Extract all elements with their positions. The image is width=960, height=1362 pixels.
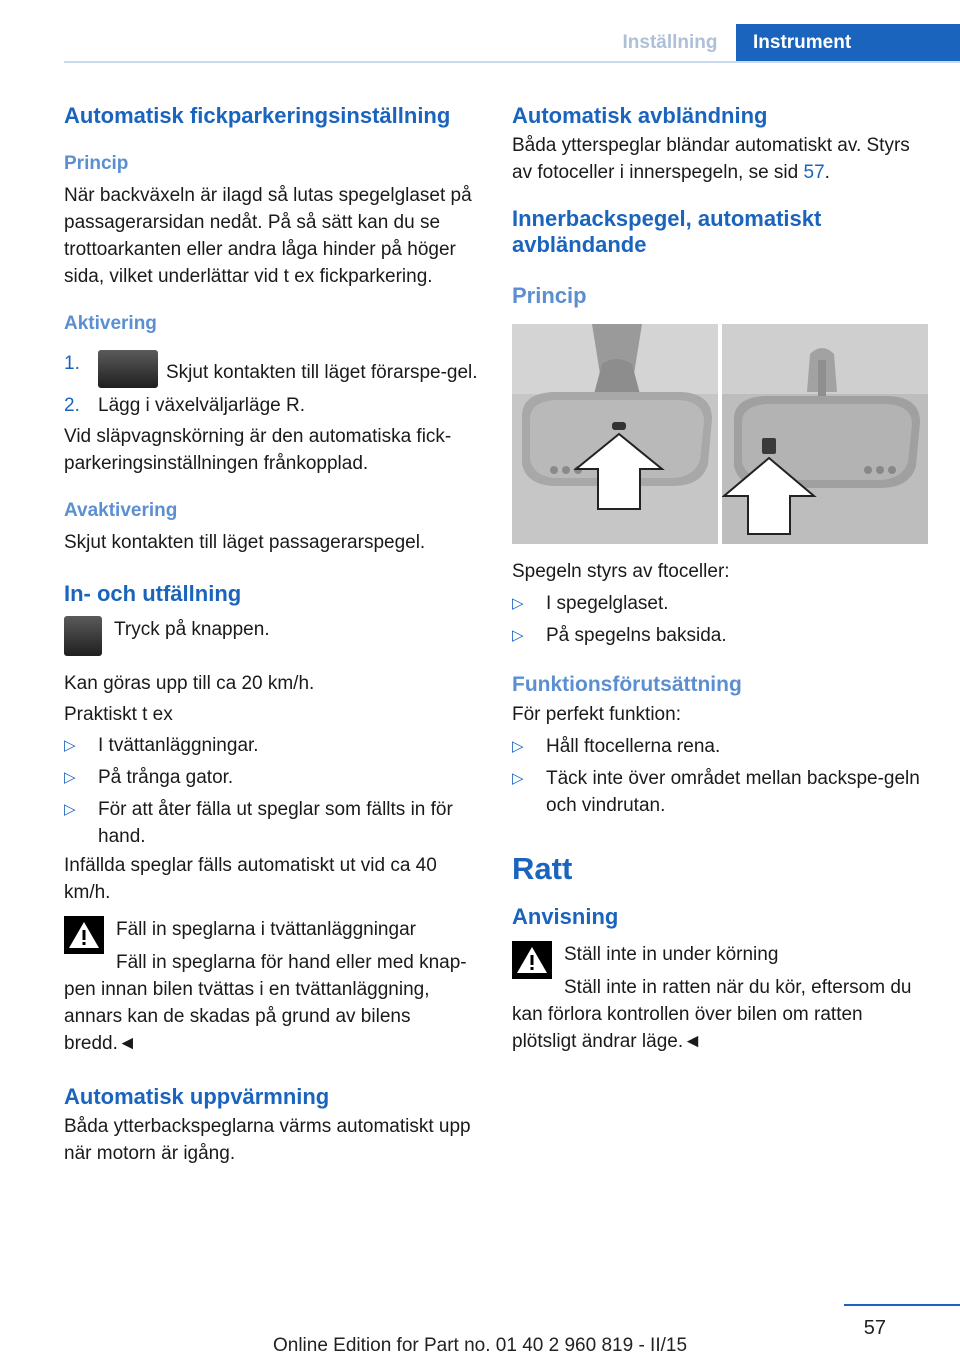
list-item-text: Håll ftocellerna rena. xyxy=(546,736,721,757)
warning-title: Fäll in speglarna i tvättanläggningar xyxy=(116,919,416,940)
dimming-text-part: Båda ytterspeglar bländar automatiskt av. Styrs av fotoceller i innerspegeln, se sid xyxy=(512,135,910,183)
practical-text: Praktiskt t ex xyxy=(64,704,173,725)
speed-text: Kan göras upp till ca 20 km/h. xyxy=(64,673,315,694)
requirements-list xyxy=(512,733,930,819)
list-item xyxy=(512,733,930,760)
heading-principle: Princip xyxy=(64,153,129,174)
heading-dimming: Automatisk avbländning xyxy=(512,103,768,128)
mirror-front-image xyxy=(512,324,718,544)
warning-icon xyxy=(64,916,104,954)
warning-icon xyxy=(512,941,552,979)
list-item xyxy=(512,622,930,649)
warning-text: Fäll in speglarna för hand eller med knap‐pen innan bilen tvättas i en tvättanläggning, annars kan de skadas på grund av bilens bredd.◄ xyxy=(64,952,467,1054)
list-item-text: För att åter fälla ut speglar som fällts in för hand. xyxy=(98,799,453,847)
dimming-text-end: . xyxy=(824,162,830,183)
heading-heating: Automatisk uppvärmning xyxy=(64,1084,330,1109)
heading-steering: Ratt xyxy=(512,851,573,886)
right-column xyxy=(512,100,930,1055)
heading-inner-mirror: Innerbackspegel, automatiskt avbländande xyxy=(512,206,822,257)
left-column xyxy=(64,100,478,1167)
list-item-text: Täck inte över området mellan backspe‐geln och vindrutan. xyxy=(546,768,920,816)
list-item xyxy=(64,764,478,791)
list-item xyxy=(512,590,930,617)
auto-out-text: Infällda speglar fälls automatiskt ut vid ca 40 km/h. xyxy=(64,855,437,903)
warning-title: Ställ inte in under körning xyxy=(564,944,779,965)
edition-text: Online Edition for Part no. 01 40 2 960 819 - II/15 xyxy=(272,1335,688,1356)
heating-text: Båda ytterbackspeglarna värms automatiskt upp när motorn är igång. xyxy=(64,1116,471,1164)
list-item xyxy=(64,796,478,850)
warning-text: Ställ inte in ratten när du kör, eftersom du kan förlora kontrollen över bilen om ratten plötsligt ändrar läge.◄ xyxy=(512,977,912,1052)
step-number: 1. xyxy=(64,353,80,374)
heading-requirements: Funktionsförutsättning xyxy=(512,673,742,696)
triangle-bullet-icon: ▷ xyxy=(64,801,76,818)
warning-steering xyxy=(512,941,930,1055)
list-item-text: I spegelglaset. xyxy=(546,593,669,614)
heading-deactivation: Avaktivering xyxy=(64,500,178,521)
triangle-bullet-icon: ▷ xyxy=(64,769,76,786)
practical-list xyxy=(64,732,478,850)
heading-fold-parking: Automatisk fickparkeringsinställning xyxy=(64,103,451,128)
step-number: 2. xyxy=(64,395,80,416)
tab-settings[interactable]: Inställning xyxy=(622,32,718,53)
heading-fold: In- och utfällning xyxy=(64,581,242,606)
trailer-text: Vid släpvagnskörning är den automatiska fick‐parkeringsinställningen frånkopplad. xyxy=(64,426,452,474)
function-text: För perfekt funktion: xyxy=(512,704,681,725)
page-link[interactable]: 57 xyxy=(803,162,825,183)
activation-steps xyxy=(64,350,478,419)
fold-button-icon xyxy=(64,616,102,656)
triangle-bullet-icon: ▷ xyxy=(512,627,524,644)
dimming-text xyxy=(512,132,930,186)
heading-principle-right: Princip xyxy=(512,283,587,308)
header-rule xyxy=(64,61,960,63)
heading-activation: Aktivering xyxy=(64,313,157,334)
controlled-text: Spegeln styrs av ftoceller: xyxy=(512,561,730,582)
page-number: 57 xyxy=(863,1317,886,1339)
triangle-bullet-icon: ▷ xyxy=(512,595,524,612)
mirror-back-image xyxy=(722,324,928,544)
step-text: Lägg i växelväljarläge R. xyxy=(98,395,306,416)
list-item xyxy=(64,392,478,419)
sensor-list xyxy=(512,590,930,649)
list-item-text: På trånga gator. xyxy=(98,767,234,788)
tab-instrument[interactable]: Instrument xyxy=(736,24,960,61)
principle-text: När backväxeln är ilagd så lutas spegelglaset på passagerarsidan nedåt. På så sätt kan du se trottoarkanten eller andra låga hinder på höger sida, vilket underlättar vid t ex fickparkering. xyxy=(64,185,472,287)
list-item xyxy=(64,732,478,759)
list-item-text: I tvättanläggningar. xyxy=(98,735,259,756)
footer-rule xyxy=(844,1304,960,1306)
deactivation-text: Skjut kontakten till läget passagerarspegel. xyxy=(64,532,426,553)
mirror-photo xyxy=(512,324,928,544)
triangle-bullet-icon: ▷ xyxy=(512,770,524,787)
triangle-bullet-icon: ▷ xyxy=(512,738,524,755)
list-item xyxy=(64,350,478,388)
triangle-bullet-icon: ▷ xyxy=(64,737,76,754)
step-text: Skjut kontakten till läget förarspe‐gel. xyxy=(166,362,478,383)
warning-wash xyxy=(64,916,478,1057)
list-item xyxy=(512,765,930,819)
press-text: Tryck på knappen. xyxy=(114,619,270,640)
mirror-switch-icon xyxy=(98,350,158,388)
list-item-text: På spegelns baksida. xyxy=(546,625,727,646)
heading-note: Anvisning xyxy=(512,904,619,929)
